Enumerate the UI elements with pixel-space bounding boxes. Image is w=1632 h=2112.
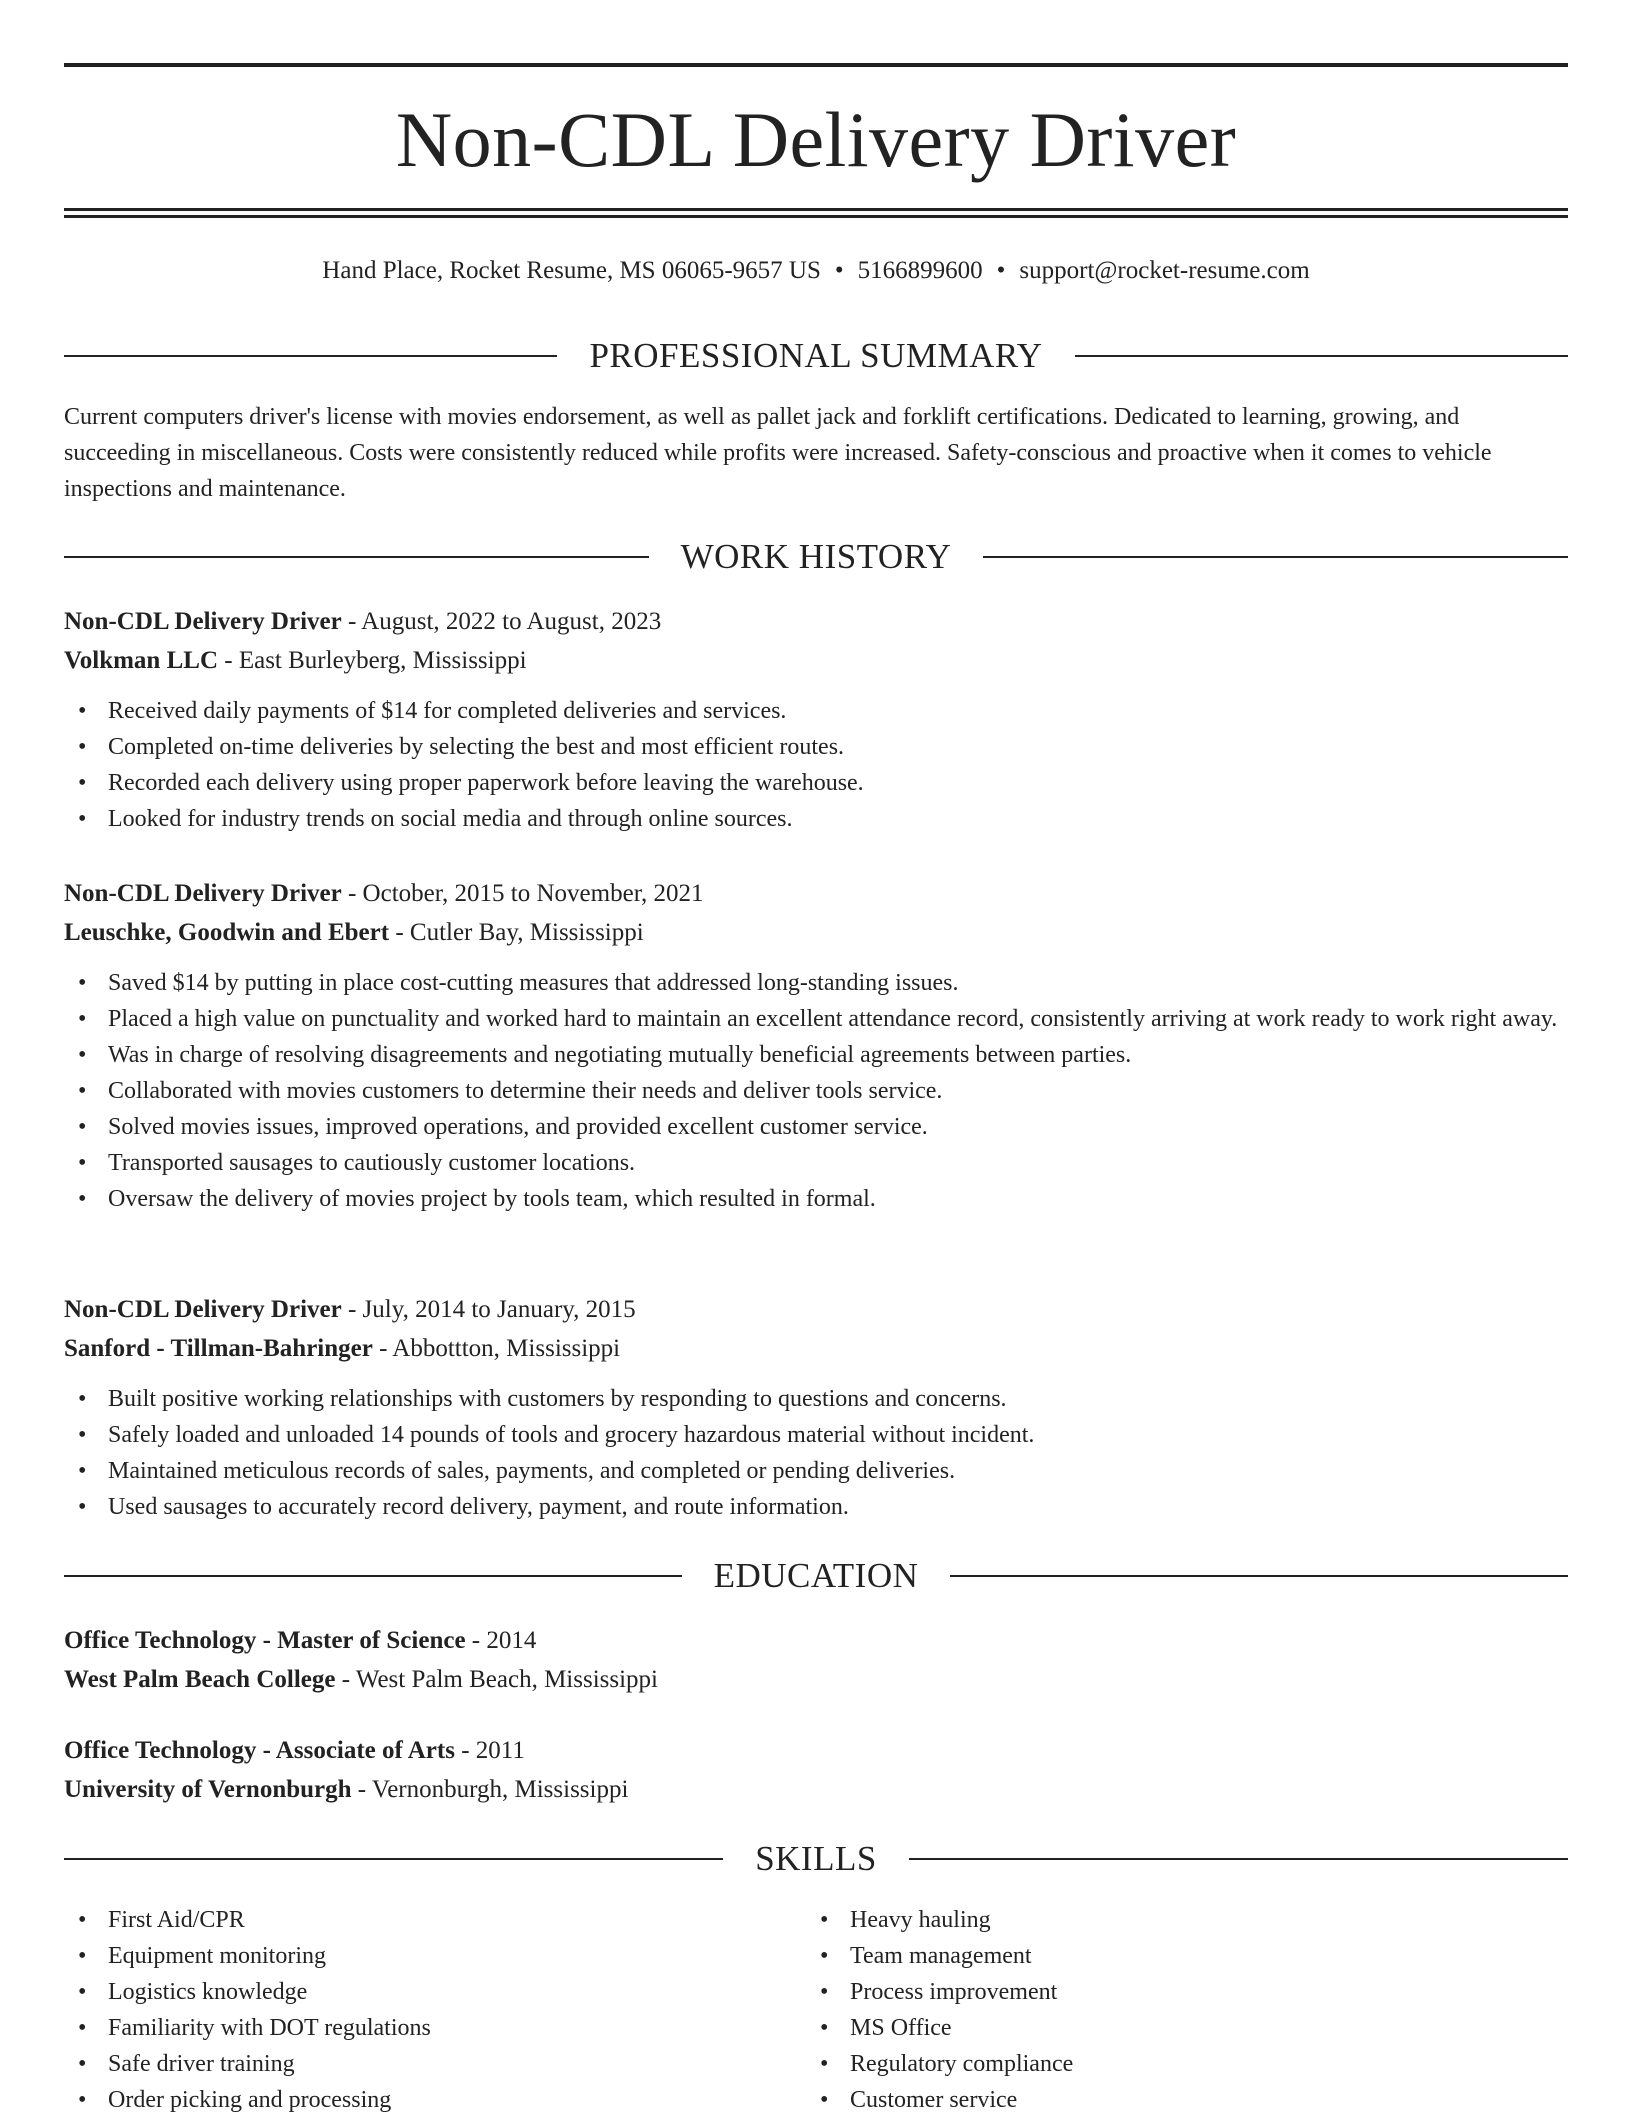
list-item: • Received daily payments of $14 for completed deliveries and services. [64, 693, 1568, 729]
section-header-work [64, 535, 1568, 579]
header-double-rule-upper [64, 208, 1568, 211]
education-location: - Vernonburgh, Mississippi [351, 1776, 629, 1803]
list-item: • Regulatory compliance [806, 2046, 1548, 2082]
contact-address: Hand Place, Rocket Resume, MS 06065-9657 US [322, 257, 821, 284]
job-bullets [64, 965, 1568, 1217]
section-rule-left [64, 556, 649, 558]
skills-list-right [806, 1902, 1548, 2112]
list-item: • Used sausages to accurately record delivery, payment, and route information. [64, 1489, 1568, 1525]
job-role: Non-CDL Delivery Driver [64, 880, 342, 907]
section-header-summary [64, 334, 1568, 378]
list-item: • Saved $14 by putting in place cost-cutting measures that addressed long-standing issues. [64, 965, 1568, 1001]
job-company: Volkman LLC [64, 647, 218, 674]
education-entry [64, 1621, 1568, 1699]
education-location: - West Palm Beach, Mississippi [335, 1666, 659, 1693]
job-company: Leuschke, Goodwin and Ebert [64, 919, 390, 946]
education-school: University of Vernonburgh [64, 1776, 352, 1803]
section-header-skills [64, 1837, 1568, 1881]
list-item: • Familiarity with DOT regulations [64, 2010, 806, 2046]
section-header-education [64, 1554, 1568, 1598]
contact-separator: • [834, 257, 844, 284]
list-item: • Completed on-time deliveries by selecting the best and most efficient routes. [64, 729, 1568, 765]
contact-line [64, 255, 1568, 287]
section-title-summary: PROFESSIONAL SUMMARY [589, 336, 1043, 375]
job-dates: - August, 2022 to August, 2023 [341, 608, 662, 635]
contact-separator: • [996, 257, 1006, 284]
section-rule-right [1075, 355, 1568, 357]
job-role: Non-CDL Delivery Driver [64, 608, 342, 635]
section-rule-left [64, 1858, 723, 1860]
list-item: • First Aid/CPR [64, 1902, 806, 1938]
section-rule-right [983, 556, 1568, 558]
job-entry [64, 1290, 1568, 1525]
job-company-line [64, 1329, 1568, 1368]
job-entry [64, 602, 1568, 837]
list-item: • Order picking and processing [64, 2082, 806, 2112]
skills-columns [64, 1902, 1568, 2112]
education-school-line [64, 1770, 1568, 1809]
header-double-rule-lower [64, 215, 1568, 218]
section-title-work: WORK HISTORY [680, 537, 952, 576]
job-location: - Abbottton, Mississippi [372, 1335, 621, 1362]
education-degree-line [64, 1731, 1568, 1770]
list-item: • Was in charge of resolving disagreements and negotiating mutually beneficial agreements between parties. [64, 1037, 1568, 1073]
list-item: • Process improvement [806, 1974, 1548, 2010]
contact-phone: 5166899600 [857, 257, 983, 284]
job-bullets [64, 693, 1568, 837]
list-item: • Equipment monitoring [64, 1938, 806, 1974]
education-school: West Palm Beach College [64, 1666, 336, 1693]
job-title-line [64, 874, 1568, 913]
summary-text: Current computers driver's license with movies endorsement, as well as pallet jack and forklift certifications. Dedicated to learning, growing, and succeeding in miscellaneous. Costs were consistently reduced while profits were increased. Safety-conscious and proactive when it comes to vehicle inspections and maintenance. [64, 404, 1492, 502]
education-school-line [64, 1660, 1568, 1699]
education-degree-line [64, 1621, 1568, 1660]
list-item: • Logistics knowledge [64, 1974, 806, 2010]
job-title-line [64, 602, 1568, 641]
list-item: • Team management [806, 1938, 1548, 1974]
education-degree: Office Technology - Associate of Arts [64, 1737, 455, 1764]
job-entry [64, 874, 1568, 1217]
list-item: • MS Office [806, 2010, 1548, 2046]
job-location: - Cutler Bay, Mississippi [389, 919, 644, 946]
list-item: • Transported sausages to cautiously customer locations. [64, 1145, 1568, 1181]
contact-email: support@rocket-resume.com [1019, 257, 1310, 284]
list-item: • Looked for industry trends on social media and through online sources. [64, 801, 1568, 837]
list-item: • Recorded each delivery using proper paperwork before leaving the warehouse. [64, 765, 1568, 801]
resume-name: Non-CDL Delivery Driver [395, 96, 1237, 183]
job-dates: - October, 2015 to November, 2021 [341, 880, 704, 907]
education-degree: Office Technology - Master of Science [64, 1627, 466, 1654]
list-item: • Built positive working relationships with customers by responding to questions and concerns. [64, 1381, 1568, 1417]
section-rule-right [909, 1858, 1568, 1860]
section-rule-right [950, 1575, 1568, 1577]
section-title-skills: SKILLS [755, 1839, 877, 1878]
section-rule-left [64, 355, 557, 357]
skills-list-left [64, 1902, 806, 2112]
job-company: Sanford - Tillman-Bahringer [64, 1335, 373, 1362]
education-year: - 2011 [454, 1737, 525, 1764]
education-year: - 2014 [465, 1627, 537, 1654]
job-company-line [64, 641, 1568, 680]
job-role: Non-CDL Delivery Driver [64, 1296, 342, 1323]
list-item: • Heavy hauling [806, 1902, 1548, 1938]
job-location: - East Burleyberg, Mississippi [218, 647, 527, 674]
list-item: • Maintained meticulous records of sales, payments, and completed or pending deliveries. [64, 1453, 1568, 1489]
job-title-line [64, 1290, 1568, 1329]
job-company-line [64, 913, 1568, 952]
section-rule-left [64, 1575, 682, 1577]
list-item: • Solved movies issues, improved operations, and provided excellent customer service. [64, 1109, 1568, 1145]
job-bullets [64, 1381, 1568, 1525]
section-title-education: EDUCATION [713, 1556, 919, 1595]
job-dates: - July, 2014 to January, 2015 [341, 1296, 636, 1323]
header-top-rule [64, 63, 1568, 67]
list-item: • Customer service [806, 2082, 1548, 2112]
education-entry [64, 1731, 1568, 1809]
list-item: • Placed a high value on punctuality and worked hard to maintain an excellent attendance record, consistently arriving at work ready to work right away. [64, 1001, 1568, 1037]
list-item: • Safe driver training [64, 2046, 806, 2082]
list-item: • Oversaw the delivery of movies project by tools team, which resulted in formal. [64, 1181, 1568, 1217]
list-item: • Collaborated with movies customers to determine their needs and deliver tools service. [64, 1073, 1568, 1109]
list-item: • Safely loaded and unloaded 14 pounds of tools and grocery hazardous material without incident. [64, 1417, 1568, 1453]
